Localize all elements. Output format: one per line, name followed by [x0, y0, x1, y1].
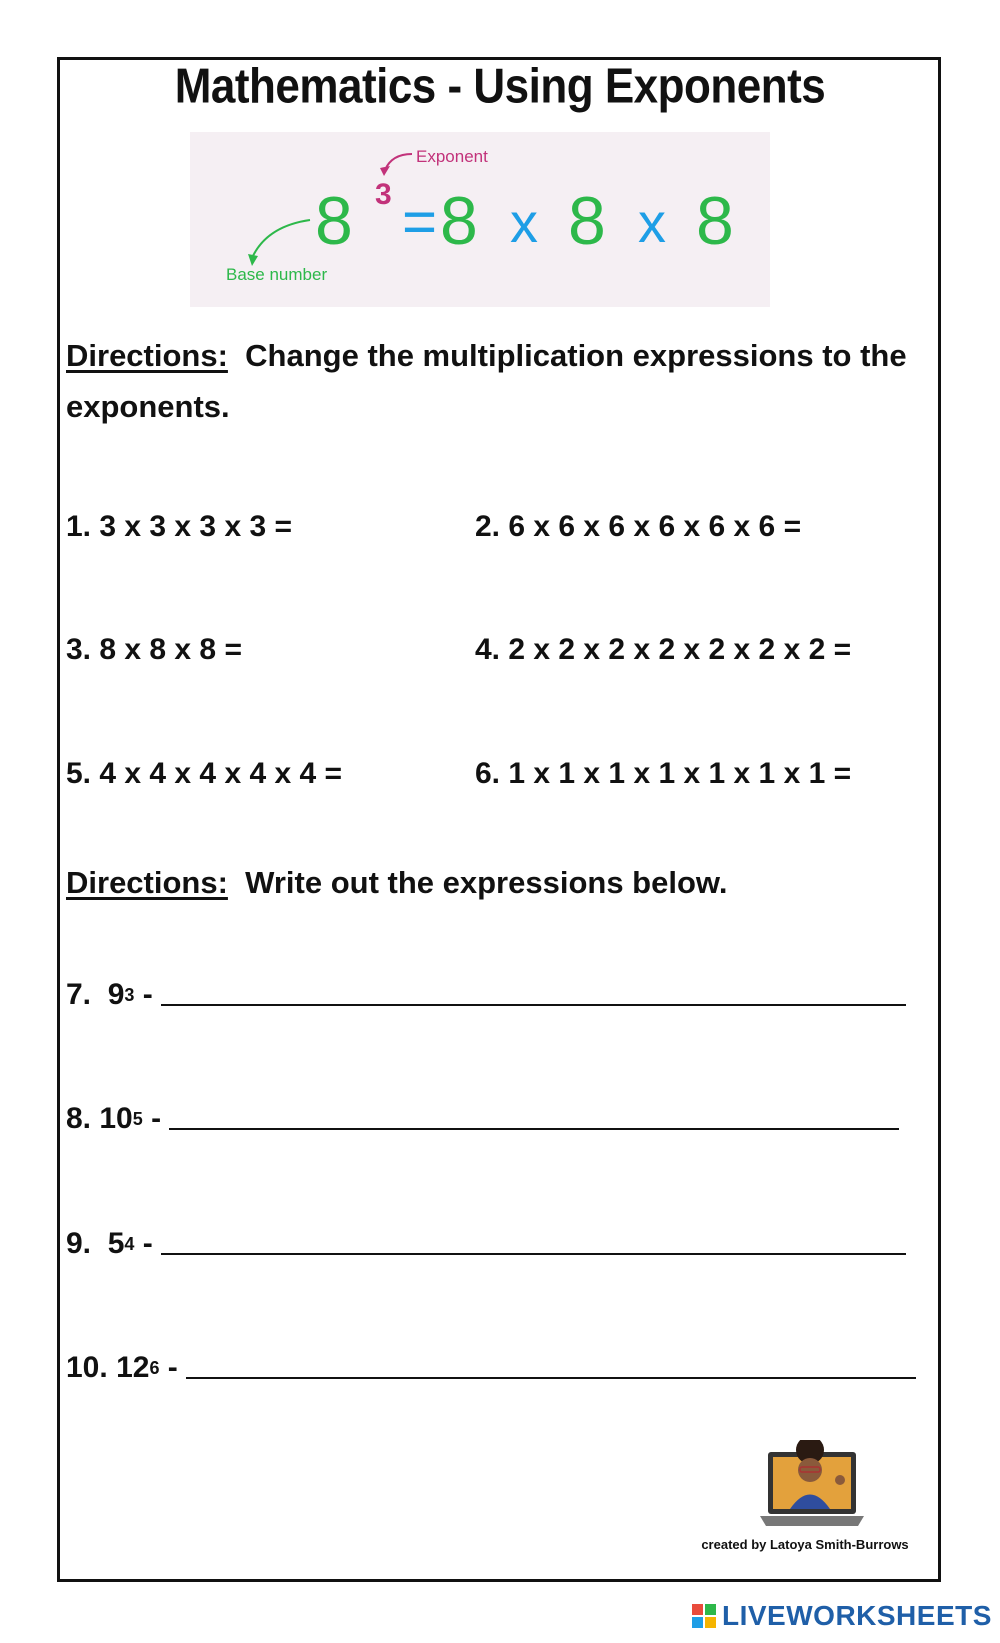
- question-3: 3. 8 x 8 x 8 =: [66, 633, 242, 666]
- item-base: 9: [107, 978, 125, 1011]
- answer-line-10[interactable]: [186, 1376, 916, 1379]
- exponent-arrow: [385, 154, 412, 170]
- item-number: 7.: [66, 978, 92, 1011]
- directions-convert: [66, 330, 926, 432]
- expansion-factor-2: 8: [568, 183, 606, 259]
- directions-write-out: [66, 857, 926, 908]
- base-arrow: [252, 220, 310, 258]
- question-5: 5. 4 x 4 x 4 x 4 x 4 =: [66, 757, 343, 790]
- item-base: 10: [99, 1102, 133, 1135]
- times-sign-2: x: [638, 191, 666, 254]
- write-item-7: 7. 9 $^3$ -: [66, 978, 906, 1012]
- exponent-digit: 3: [375, 178, 392, 211]
- exponent-example-svg: [190, 132, 770, 307]
- directions-text: Change the multiplication expressions to the exponents.: [66, 338, 907, 424]
- item-base: 12: [116, 1351, 150, 1384]
- directions-label: Directions:: [66, 338, 228, 373]
- exponent-example-illustration: [190, 132, 770, 307]
- logo-blocks-icon: [692, 1604, 716, 1628]
- item-exponent: 3: [124, 985, 135, 1005]
- teacher-avatar-laptop: [758, 1440, 866, 1536]
- item-number: 10.: [66, 1351, 108, 1384]
- item-exponent: 5: [132, 1109, 143, 1129]
- item-number: 8.: [66, 1102, 92, 1135]
- write-item-8: 8. 10 $^5$ -: [66, 1102, 899, 1136]
- item-exponent: 4: [124, 1234, 135, 1254]
- worksheet-title: Mathematics - Using Exponents: [174, 59, 826, 114]
- item-exponent: 6: [149, 1358, 160, 1378]
- answer-line-9[interactable]: [161, 1252, 906, 1255]
- answer-line-8[interactable]: [169, 1127, 899, 1130]
- times-sign-1: x: [510, 191, 538, 254]
- avatar-svg: [758, 1440, 866, 1536]
- question-1: 1. 3 x 3 x 3 x 3 =: [66, 510, 293, 543]
- expansion-factor-1: 8: [440, 183, 478, 259]
- author-credit: created by Latoya Smith-Burrows: [701, 1537, 909, 1552]
- directions-label: Directions:: [66, 865, 228, 900]
- label-base-number: Base number: [226, 265, 328, 284]
- answer-line-7[interactable]: [161, 1003, 906, 1006]
- question-6: 6. 1 x 1 x 1 x 1 x 1 x 1 x 1 =: [475, 757, 852, 790]
- base-digit: 8: [315, 183, 353, 259]
- logo-text: LIVEWORKSHEETS: [722, 1600, 992, 1631]
- exponent-arrowhead: [380, 166, 390, 176]
- equals-sign: =: [402, 188, 438, 255]
- directions-text: Write out the expressions below.: [245, 865, 728, 900]
- question-2: 2. 6 x 6 x 6 x 6 x 6 x 6 =: [475, 510, 802, 543]
- item-base: 5: [107, 1227, 125, 1260]
- item-number: 9.: [66, 1227, 92, 1260]
- avatar-face: [798, 1458, 822, 1482]
- write-item-10: 10. 12 $^6$ -: [66, 1351, 916, 1385]
- liveworksheets-logo[interactable]: [692, 1600, 992, 1632]
- laptop-base: [760, 1516, 864, 1526]
- expansion-factor-3: 8: [696, 183, 734, 259]
- question-4: 4. 2 x 2 x 2 x 2 x 2 x 2 x 2 =: [475, 633, 852, 666]
- write-item-9: 9. 5 $^4$ -: [66, 1227, 906, 1261]
- label-exponent: Exponent: [416, 147, 488, 166]
- avatar-waving-hand: [835, 1475, 845, 1485]
